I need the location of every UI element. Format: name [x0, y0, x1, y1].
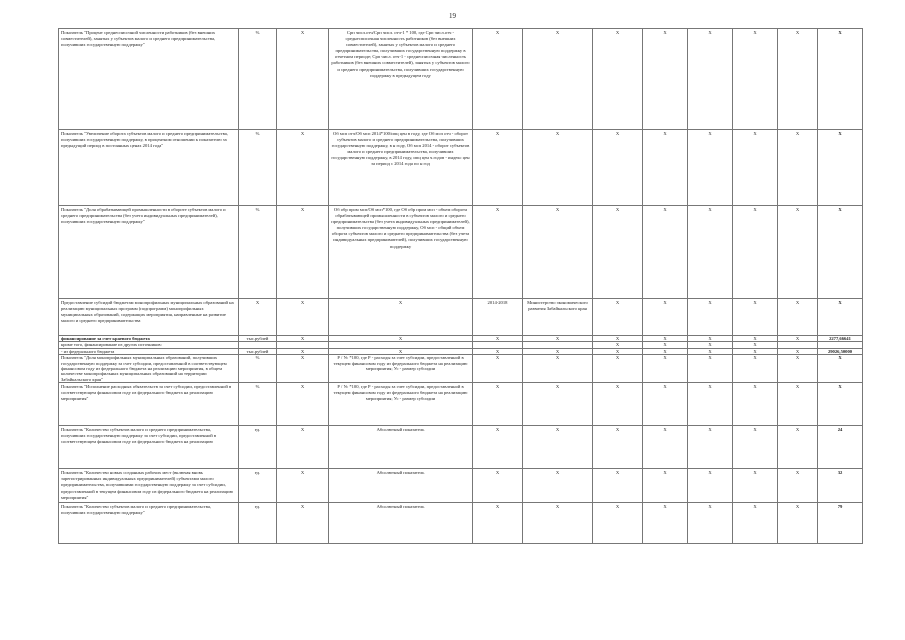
table-cell: Х: [593, 206, 643, 299]
row-label-cell: Показатель "Количество субъектов малого и среднего предпринимательства, получивших государственную поддержку за счет субсидии, предоставленной в соответствующем финансовом году из федерального бюджета на реализацию: [59, 426, 239, 469]
table-row: [59, 130, 863, 206]
table-cell: Х: [778, 426, 818, 469]
table-cell: Х: [523, 355, 593, 383]
table-row: [59, 29, 863, 130]
table-cell: Х: [277, 299, 329, 336]
table-cell: 79: [818, 502, 863, 543]
table-cell: Х: [733, 342, 778, 348]
row-label-cell: Показатель "Доля монопрофильных муниципальных образований, получивших государственную поддержку за счет субсидии, предоставленной в соответствующем финансовом году из федерального бюджета на реализацию мероприятия, в общем количестве монопрофильных муниципальных образований на территории Забайкальского края": [59, 355, 239, 383]
row-label-cell: Показатель "Увеличение оборота субъектов малого и среднего предпринимательства, получивших государственную поддержку, в процентном отношении к показателю за предыдущий период в постоянных ценах 2014 года": [59, 130, 239, 206]
table-cell: Х: [593, 336, 643, 342]
table-cell: Р / Ус *100, где Р - расходы за счет субсидии, предоставленной в текущем финансовом году из федерального бюджета на реализацию мероприятия; Ус - размер субсидии: [329, 383, 473, 426]
table-cell: Х: [643, 348, 688, 354]
table-row: [59, 206, 863, 299]
table-cell: Х: [818, 355, 863, 383]
table-cell: Х: [473, 130, 523, 206]
table-row: [59, 469, 863, 502]
table-cell: Х: [473, 336, 523, 342]
table-cell: Х: [688, 355, 733, 383]
table-cell: Х: [523, 130, 593, 206]
table-cell: Х: [277, 502, 329, 543]
table-cell: Х: [688, 336, 733, 342]
program-table: [58, 28, 863, 544]
table-cell: Х: [778, 383, 818, 426]
table-cell: Х: [473, 383, 523, 426]
table-cell: Х: [473, 348, 523, 354]
table-cell: Х: [643, 206, 688, 299]
table-cell: Х: [277, 130, 329, 206]
table-cell: Х: [643, 355, 688, 383]
table-cell: Абсолютный показатель: [329, 469, 473, 502]
table-cell: Х: [329, 348, 473, 354]
table-cell: ед.: [239, 469, 277, 502]
table-cell: Х: [778, 469, 818, 502]
table-row: [59, 355, 863, 383]
table-cell: Х: [688, 342, 733, 348]
table-cell: Х: [473, 206, 523, 299]
table-cell: Х: [473, 469, 523, 502]
table-cell: Х: [688, 29, 733, 130]
table-cell: Х: [277, 426, 329, 469]
table-cell: Х: [239, 299, 277, 336]
row-label-cell: Показатель "Доля обрабатывающей промышленности в обороте субъектов малого и среднего предпринимательства (без учета индивидуальных предпринимателей), получивших государственную поддержку": [59, 206, 239, 299]
row-label-cell: Показатель "Количество субъектов малого и среднего предпринимательства, получивших государственную поддержку": [59, 502, 239, 543]
table-cell: Х: [643, 29, 688, 130]
table-cell: Х: [688, 348, 733, 354]
table-cell: 2014-2018: [473, 299, 523, 336]
table-cell: Х: [778, 355, 818, 383]
table-cell: Х: [329, 336, 473, 342]
table-cell: Х: [778, 206, 818, 299]
table-cell: Х: [733, 299, 778, 336]
table-cell: Х: [593, 29, 643, 130]
table-cell: Х: [277, 336, 329, 342]
table-cell: Х: [733, 29, 778, 130]
table-cell: Х: [277, 355, 329, 383]
table-cell: 2277,66641: [818, 336, 863, 342]
row-label-cell: финансирование за счет краевого бюджета: [59, 336, 239, 342]
table-cell: Х: [593, 502, 643, 543]
table-cell: Об обр пром мсп/Об мсп*100, где Об обр пром мсп - объем оборота обрабатывающей промышленности в субъектов малого и среднего предпринимательства (без учета индивидуальных предпринимателей), получивших государственную поддержку, Об мсп - общий объем оборота субъектов малого и среднего предпринимательства (без учета индивидуальных предпринимателей), получивших государственную поддержку: [329, 206, 473, 299]
table-cell: Х: [473, 29, 523, 130]
table-cell: Х: [593, 469, 643, 502]
table-cell: Министерство экономического развития Забайкальского края: [523, 299, 593, 336]
table-cell: Х: [733, 336, 778, 342]
table-cell: Х: [733, 426, 778, 469]
table-row: [59, 383, 863, 426]
table-cell: Х: [277, 383, 329, 426]
table-cell: Х: [593, 299, 643, 336]
table-cell: Х: [593, 383, 643, 426]
table-row: [59, 502, 863, 543]
table-cell: Х: [523, 29, 593, 130]
table-cell: Х: [733, 206, 778, 299]
table-cell: Х: [688, 469, 733, 502]
table-cell: Об мсп отч/Об мсп 2014*100/ипц цен в году, где Об мсп отч - оборот субъектов малого и среднего предпринимательства, получивших государственную поддержку, в н году, Об мсп 2014 - оборот субъектов малого и среднего предпринимательства, получивших государственную поддержку, в 2014 году, ипц цен ч.годов - индекс цен за период с 2014 года по н год: [329, 130, 473, 206]
row-label-cell: Показатель "Исполнение расходных обязательств за счет субсидии, предоставленной в соответствующем финансовом году из федерального бюджета на реализацию мероприятия": [59, 383, 239, 426]
table-cell: %: [239, 206, 277, 299]
table-cell: Х: [329, 299, 473, 336]
table-cell: Х: [523, 348, 593, 354]
table-cell: тыс.рублей: [239, 336, 277, 342]
table-cell: Х: [277, 348, 329, 354]
table-cell: Х: [733, 469, 778, 502]
table-cell: Х: [643, 426, 688, 469]
page-number: 19: [449, 12, 456, 20]
table-cell: Х: [593, 342, 643, 348]
table-cell: Х: [818, 383, 863, 426]
table-cell: Х: [593, 130, 643, 206]
table-cell: Х: [688, 502, 733, 543]
table-cell: Х: [523, 383, 593, 426]
table-cell: %: [239, 130, 277, 206]
table-cell: Х: [593, 355, 643, 383]
table-cell: Х: [778, 336, 818, 342]
table-cell: Х: [643, 299, 688, 336]
table-cell: Х: [818, 206, 863, 299]
table-cell: Х: [523, 426, 593, 469]
table-cell: Х: [643, 469, 688, 502]
table-row: [59, 426, 863, 469]
table-cell: Х: [473, 426, 523, 469]
table-cell: Х: [643, 383, 688, 426]
row-label-cell: - из федерального бюджета: [59, 348, 239, 354]
table-cell: Р / Ус *100, где Р - расходы за счет субсидии, предоставленной в текущем финансовом году из федерального бюджета на реализацию мероприятия; Ус - размер субсидии: [329, 355, 473, 383]
table-cell: Х: [733, 130, 778, 206]
table-cell: Х: [593, 348, 643, 354]
table-cell: Х: [277, 469, 329, 502]
table-cell: 32: [818, 469, 863, 502]
table-cell: Х: [688, 206, 733, 299]
table-cell: тыс.рублей: [239, 348, 277, 354]
table-cell: Срп числ.отч/Срп числ. отч-1 * 100, где Срп числ.отч - среднесписочная численность работников (без внешних совместителей), занятых у субъектов малого и среднего предпринимательства, получивших государственную поддержку в отчетном периоде; Срп числ. отч-1 - среднесписочная численность работников (без внешних совместителей), занятых у субъектов малого и среднего предпринимательства, получивших государственную поддержку в предыдущем году: [329, 29, 473, 130]
row-label-cell: Предоставление субсидий бюджетам монопрофильных муниципальных образований на реализацию муниципальных программ (подпрограмм) монопрофильных муниципальных образований, содержащих мероприятия, направленные на развитие малого и среднего предпринимательства: [59, 299, 239, 336]
table-cell: Х: [643, 502, 688, 543]
table-cell: Х: [778, 130, 818, 206]
row-label-cell: Показатель "Количество новых созданных рабочих мест (включая вновь зарегистрированных индивидуальных предпринимателей) субъектами малого предпринимательства, получившими государственную поддержку за счет субсидии, предоставленной в текущем финансовом году из федерального бюджета на реализацию мероприятия": [59, 469, 239, 502]
row-label-cell: Показатель "Процент среднесписочной численности работников (без внешних совместителей), занятых у субъектов малого и среднего предпринимательства, получивших государственную поддержку": [59, 29, 239, 130]
table-cell: 24: [818, 426, 863, 469]
table-cell: 29026,50000: [818, 348, 863, 354]
table-cell: Х: [688, 426, 733, 469]
table-cell: Х: [523, 206, 593, 299]
table-cell: Абсолютный показатель: [329, 502, 473, 543]
table-cell: Х: [643, 336, 688, 342]
table-cell: %: [239, 383, 277, 426]
table-cell: Х: [277, 29, 329, 130]
table-cell: Х: [643, 130, 688, 206]
table-cell: Абсолютный показатель: [329, 426, 473, 469]
table-cell: Х: [643, 342, 688, 348]
table-cell: Х: [523, 336, 593, 342]
table-cell: Х: [473, 502, 523, 543]
table-cell: Х: [818, 29, 863, 130]
table-cell: Х: [688, 383, 733, 426]
table-cell: ед.: [239, 502, 277, 543]
table-cell: %: [239, 355, 277, 383]
table-cell: Х: [277, 206, 329, 299]
table-cell: Х: [818, 299, 863, 336]
table-cell: Х: [733, 383, 778, 426]
table-cell: %: [239, 29, 277, 130]
table-cell: ед.: [239, 426, 277, 469]
table-cell: Х: [733, 355, 778, 383]
table-cell: Х: [688, 130, 733, 206]
table-cell: Х: [688, 299, 733, 336]
row-label-cell: кроме того, финансирование из других источников:: [59, 342, 239, 348]
table-cell: Х: [473, 355, 523, 383]
table-cell: Х: [818, 130, 863, 206]
table-cell: Х: [523, 502, 593, 543]
table-cell: Х: [778, 502, 818, 543]
table-cell: Х: [523, 469, 593, 502]
table-cell: Х: [778, 29, 818, 130]
table-cell: Х: [593, 426, 643, 469]
table-cell: Х: [733, 348, 778, 354]
table-cell: Х: [733, 502, 778, 543]
table-row: [59, 299, 863, 336]
table-cell: Х: [778, 348, 818, 354]
table-cell: Х: [778, 299, 818, 336]
